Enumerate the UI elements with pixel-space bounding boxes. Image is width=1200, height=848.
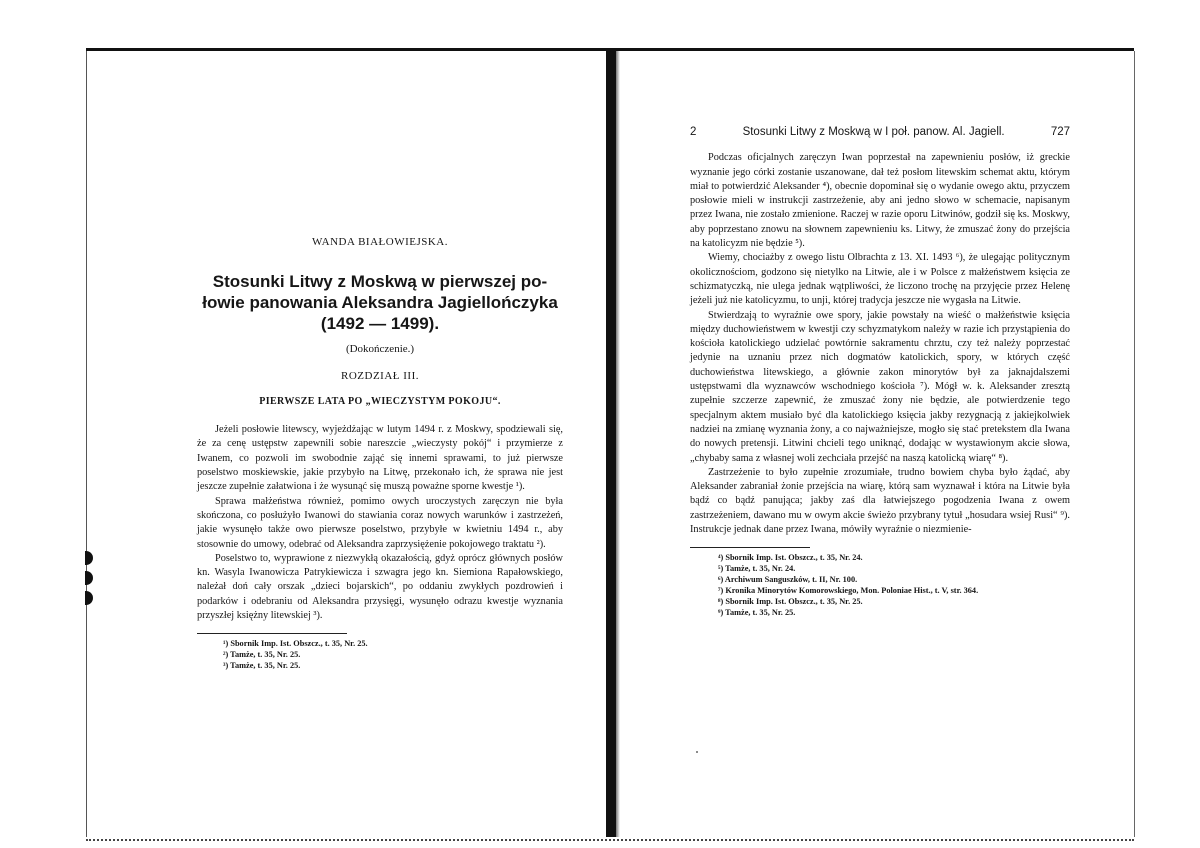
body-paragraph: Sprawa małżeństwa również, pomimo owych uroczystych zaręczyn nie była skończona, co posłużyło Iwanowi do stawiania coraz nowych warunków i zastrzeżeń, jakie wysunęło także owo pierwsze poselstwo, przybyłe w kwietniu 1494 r., aby stosownie do umowy, odebrać od Aleksandra zaprzysiężenie pokojowego traktatu ²). [197, 495, 563, 550]
footnote: ⁴) Sbornik Imp. Ist. Obszcz., t. 35, Nr. 24. [718, 553, 863, 563]
body-paragraph: Poselstwo to, wyprawione z niezwykłą okazałością, gdyż oprócz głównych posłów kn. Wasyla Iwanowicza Patrykiewicza i szwagra jego kn. Siemiona Rapałowskiego, należał doń cały orszak „dzieci bojarskich“, po oddaniu zwykłych pozdrowień i podarków i odebraniu od Aleksandra przysięgi, wysunęło odrazu kwestje wyznania przyszłej księżny litewskiej ³). [197, 552, 563, 622]
footnote: ⁸) Sbornik Imp. Ist. Obszcz., t. 35, Nr. 25. [718, 597, 863, 607]
title-line: Stosunki Litwy z Moskwą w pierwszej po- [212, 272, 548, 292]
page-number: 727 [1050, 126, 1070, 138]
subtitle: (Dokończenie.) [345, 343, 415, 356]
left-page-content [197, 235, 563, 671]
signature-mark: 2 [690, 126, 697, 138]
footnote: ⁷) Kronika Minorytów Komorowskiego, Mon. Poloniae Hist., t. V, str. 364. [718, 586, 979, 596]
footnote: ⁶) Archiwum Sanguszków, t. II, Nr. 100. [718, 575, 858, 585]
footnote: ⁵) Tamże, t. 35, Nr. 24. [718, 564, 796, 574]
body-paragraph: Jeżeli posłowie litewscy, wyjeżdżając w lutym 1494 r. z Moskwy, spodziewali się, że za cenę ustępstw zapewnili sobie nareszcie „wieczysty pokój“ i przymierze z Iwanem, co pozwoli im swobodnie zająć się innemi sprawami, to już pierwsze poselstwo moskiewskie, jakie przybyło na Litwę, przekonało ich, że sprawa nie jest jeszcze zupełnie załatwiona i że wysunąć się muszą poważne sporne kwestje ¹). [197, 424, 563, 493]
body-paragraph: Podczas oficjalnych zaręczyn Iwan poprzestał na zapewnieniu posłów, iż greckie wyznanie jego córki zostanie uszanowane, dał też posłom litewskim schemat aktu, którym miał to potwierdzić Aleksander ⁴), obecnie dopominał się o wydanie owego aktu, przyczem posłowie mieli w instrukcji zastrzeżenie, aby ani jedno słowo w schemacie, napisanym przez Iwana, nie zostało zmienione. Raczej w razie oporu Litwinów, godził się ks. Moskwy, aby poprzestano znowu na słownem zapewnieniu ks. Litwy, że zmuszać żony do przejścia na katolicyzm nie będzie ⁵). [690, 152, 1070, 250]
running-title: Stosunki Litwy z Moskwą w I poł. panow. Al. Jagiell. [742, 126, 1005, 138]
title-line: łowie panowania Aleksandra Jagiellończyka [202, 293, 558, 313]
footnote: ¹) Sbornik Imp. Ist. Obszcz., t. 35, Nr. 25. [223, 639, 368, 649]
left-page [86, 51, 615, 837]
article-title [197, 271, 563, 334]
scan-speck [696, 751, 698, 753]
page-bottom-edge [86, 833, 1134, 841]
footnote: ²) Tamże, t. 35, Nr. 25. [223, 650, 301, 660]
author-name: WANDA BIAŁOWIEJSKA. [312, 236, 448, 248]
running-header [690, 125, 1070, 139]
title-line: (1492 — 1499). [320, 314, 440, 334]
section-heading: PIERWSZE LATA PO „WIECZYSTYM POKOJU“. [259, 395, 501, 407]
footnote-rule [690, 547, 810, 548]
body-paragraph: Zastrzeżenie to było zupełnie zrozumiałe, trudno bowiem chyba było żądać, aby Aleksander zabraniał żonie przejścia na wiarę, którą sam wyznawał i która na Litwie była bądź co bądź panująca; jakby zaś dla łatwiejszego pogodzenia Iwana z owem zastrzeżeniem, dawano mu w owym akcie świeżo przybrany tytuł „hosudara wsiej Rusi“ ⁹). Instrukcje jednak dane przez Iwana, mówiły wyraźnie o niezmienie- [690, 466, 1070, 536]
footnote: ⁹) Tamże, t. 35, Nr. 25. [718, 608, 796, 618]
book-spread [86, 48, 1134, 841]
chapter-heading: ROZDZIAŁ III. [341, 369, 419, 382]
footnote: ³) Tamże, t. 35, Nr. 25. [223, 661, 301, 671]
body-paragraph: Stwierdzają to wyraźnie owe spory, jakie powstały na wieść o małżeństwie księcia między duchowieństwem w kwestji czy schyzmatykom należy w razie ich przystąpienia do kościoła katolickiego udzielać powtórnie sakramentu chrztu, czy też należy poprzestać jedynie na uznaniu przez nich dogmatów katolickich, spory, w których część duchowieństwa litewskiego, a głównie zakon minorytów był za jaknajdalszemi ustępstwami dla wyznawców wschodniego kościoła ⁷). Mógł w. k. Aleksander zresztą zupełnie szczerze zapewnić, że zmuszać żony nie będzie, ale potwierdzenie tego specjalnym aktem musiało być dla katolickiego księcia jakby rezygnacją z jakiejkolwiek nadziei na zmianę wyznania żony, a co najważniejsze, mogło się stać pretekstem dla Iwana do nowych pretensji. Litwini chcieli tego uniknąć, dodając w wystawionym akcie słowa, „chybaby sama z własnej woli zechciała przejść na naszą katolicką wiarę“ ⁸). [690, 309, 1070, 464]
right-page-content [690, 125, 1070, 618]
body-paragraph: Wiemy, chociażby z owego listu Olbrachta z 13. XI. 1493 ⁶), że ulegając politycznym okolicznościom, godzono się nietylko na Litwie, ale i w Polsce z małżeństwem księcia ze schizmatyczką, nie ulega jednak wątpliwości, że liczono trochę na przyjęcie przez Helenę jeżeli już nie katolicyzmu, to unji, której tradycja jeszcze nie wygasła na Litwie. [690, 252, 1070, 307]
binding-marks [85, 551, 95, 651]
footnote-rule [197, 633, 347, 634]
right-page [614, 51, 1135, 837]
